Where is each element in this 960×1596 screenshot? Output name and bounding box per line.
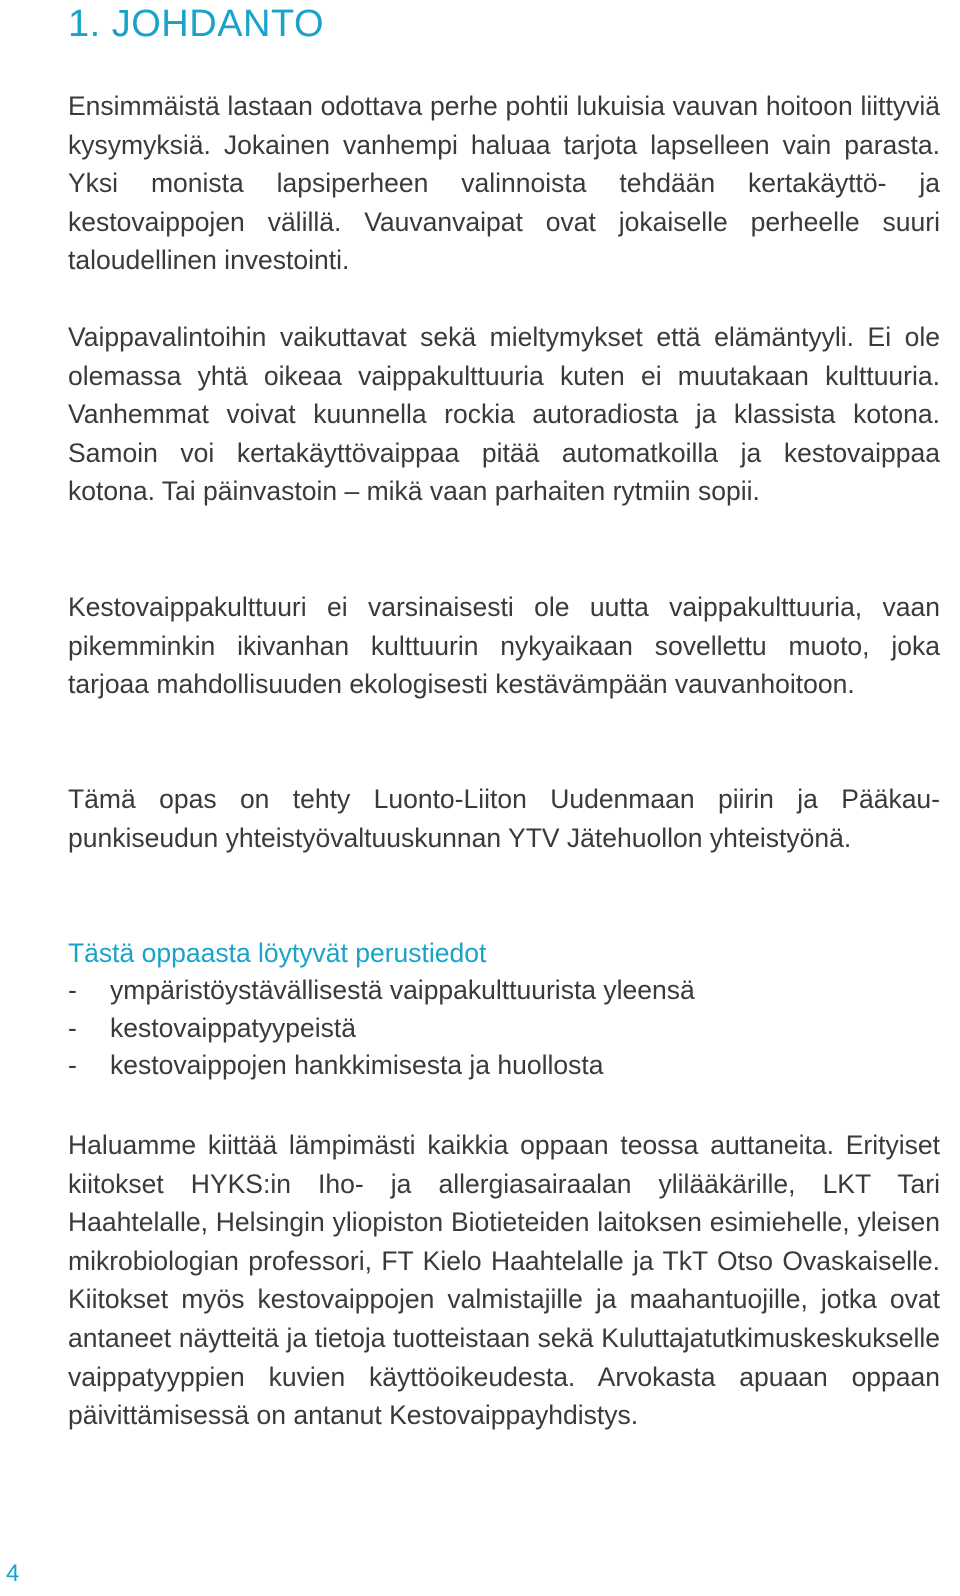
page-number: 4 (6, 1560, 20, 1587)
intro-paragraph: Ensimmäistä lastaan odottava perhe pohtii lukuisia vauvan hoitoon liittyviä kysymyksiä. Jokainen vanhempi haluaa tarjota lapselleen vain parasta. Yksi monista lapsiperheen valinnoista tehdään kertakäyttö- ja kestovaippojen välillä. Vauvanvaipat ovat jokaiselle perheelle suuri taloudellinen investointi. (68, 91, 940, 276)
document-page (68, 0, 940, 1431)
list-item (68, 1010, 695, 1048)
list-item-text: kestovaippojen hankkimisesta ja huollosta (110, 1050, 604, 1081)
list-dash: - (68, 1050, 77, 1081)
authors-paragraph: Tämä opas on tehty Luonto-Liiton Uudenmaan piirin ja Pääkaupunkiseudun yhteistyövaltuuskunnan YTV Jätehuollon yhteistyönä. (68, 784, 940, 853)
contents-list (68, 972, 695, 1085)
list-item (68, 1047, 695, 1085)
chapter-heading: 1. JOHDANTO (68, 3, 325, 45)
list-item-text: ympäristöystävällisestä vaippakulttuurista yleensä (110, 975, 695, 1005)
culture-paragraph: Kestovaippakulttuuri ei varsinaisesti ole uutta vaippakulttuuria, vaan pikemminkin ikivanhan kulttuurin nykyaikaan sovellettu muoto, joka tarjoaa mahdollisuuden ekologisesti kestävämpään vauvanhoitoon. (68, 592, 940, 700)
contents-subheading: Tästä oppaasta löytyvät perustiedot (68, 938, 487, 968)
list-dash: - (68, 1012, 77, 1043)
acknowledgements-paragraph: Haluamme kiittää lämpimästi kaikkia oppaan teossa auttaneita. Erityiset kiitokset HYKS:in Iho- ja allergiasairaalan ylilääkärille, LKT Tari Haahtelalle, Helsingin yliopiston Biotieteiden laitoksen esimiehelle, yleisen mikrobiologian professori, FT Kielo Haahtelalle ja TkT Otso Ovaskaiselle. Kiitokset myös kestovaippojen valmistajille ja maahantuojille, jotka ovat antaneet näytteitä ja tietoja tuotteistaan sekä Kuluttajatutkimuskeskukselle vaippatyyppien kuvien käyttöoikeudesta. Arvokasta apuaan oppaan päivittämisessä on antanut Kestovaippayhdistys. (68, 1130, 940, 1431)
list-dash: - (68, 975, 77, 1005)
preferences-paragraph: Vaippavalintoihin vaikuttavat sekä mieltymykset että elämäntyyli. Ei ole olemassa yhtä oikeaa vaippakulttuuria kuten ei muutakaan kulttuuria. Vanhemmat voivat kuunnella rockia autoradiosta ja klassista kotona. Samoin voi kertakäyttövaippaa pitää automatkoilla ja kestovaippaa kotona. Tai päinvastoin – mikä vaan parhaiten rytmiin sopii. (68, 322, 940, 507)
list-item (68, 972, 695, 1010)
list-item-text: kestovaippatyypeistä (110, 1012, 357, 1043)
